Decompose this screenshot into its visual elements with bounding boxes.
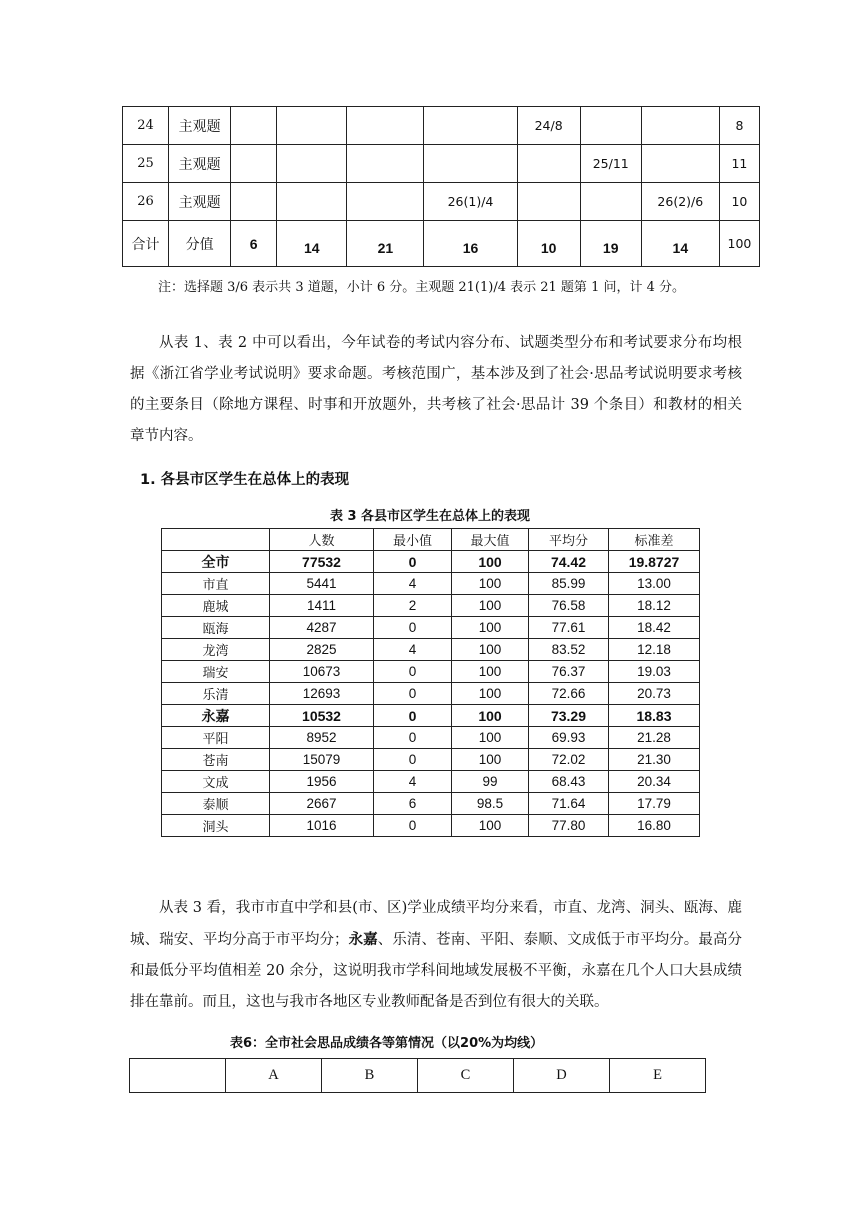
table-cell: 68.43	[529, 771, 609, 793]
column-header	[130, 1059, 226, 1093]
sum-type-cell: 分值	[169, 221, 231, 267]
district-name-cell: 乐清	[162, 683, 270, 705]
table-cell	[277, 183, 347, 221]
table-cell: 10532	[270, 705, 374, 727]
table-cell: 2	[374, 595, 452, 617]
district-name-cell: 鹿城	[162, 595, 270, 617]
question-type-cell: 主观题	[169, 107, 231, 145]
column-header: E	[610, 1059, 706, 1093]
district-name-cell: 龙湾	[162, 639, 270, 661]
table-cell: 26(2)/6	[641, 183, 719, 221]
table-cell: 0	[374, 749, 452, 771]
table-cell: 10673	[270, 661, 374, 683]
paragraph-text-part1: 从表 3 看，我市市直中学和县(市、区)学业成绩平均分来看，市直、龙湾、洞头、瓯海、鹿城、瑞安、平均分高于市平均分；	[130, 900, 742, 948]
table-cell: 100	[452, 573, 529, 595]
table-cell: 14	[277, 221, 347, 267]
district-name-cell: 永嘉	[162, 705, 270, 727]
table-cell: 77532	[270, 551, 374, 573]
table-cell: 26(1)/4	[424, 183, 517, 221]
table-cell: 1016	[270, 815, 374, 837]
section-heading: 1. 各县市区学生在总体上的表现	[140, 472, 350, 488]
table-cell: 4	[374, 639, 452, 661]
question-number-cell: 24	[123, 107, 169, 145]
table-cell: 100	[452, 551, 529, 573]
table-cell: 12.18	[609, 639, 700, 661]
table-row	[123, 107, 760, 145]
table-row	[162, 815, 700, 837]
table-row	[162, 771, 700, 793]
district-name-cell: 平阳	[162, 727, 270, 749]
table-row	[162, 683, 700, 705]
table-cell: 73.29	[529, 705, 609, 727]
table-cell: 76.37	[529, 661, 609, 683]
sum-label-cell: 合计	[123, 221, 169, 267]
table-cell: 85.99	[529, 573, 609, 595]
table-cell: 24/8	[517, 107, 580, 145]
grand-total-cell: 100	[719, 221, 759, 267]
table-cell: 13.00	[609, 573, 700, 595]
table-cell: 100	[452, 705, 529, 727]
table-cell	[580, 183, 641, 221]
question-type-cell: 主观题	[169, 145, 231, 183]
table-cell: 4	[374, 771, 452, 793]
table-cell: 100	[452, 749, 529, 771]
column-header: 人数	[270, 529, 374, 551]
table-row	[162, 661, 700, 683]
table-cell: 6	[231, 221, 277, 267]
table-cell	[231, 145, 277, 183]
table-cell: 77.80	[529, 815, 609, 837]
table-cell	[424, 107, 517, 145]
table-cell: 16	[424, 221, 517, 267]
table-cell	[347, 107, 424, 145]
table-cell: 100	[452, 815, 529, 837]
table-row	[162, 551, 700, 573]
column-header	[162, 529, 270, 551]
column-header: D	[514, 1059, 610, 1093]
table-cell: 71.64	[529, 793, 609, 815]
table-cell: 76.58	[529, 595, 609, 617]
table-cell: 69.93	[529, 727, 609, 749]
table-cell: 5441	[270, 573, 374, 595]
table-cell: 77.61	[529, 617, 609, 639]
table-cell: 0	[374, 661, 452, 683]
table-cell	[231, 183, 277, 221]
column-header: 最小值	[374, 529, 452, 551]
table-cell: 19.03	[609, 661, 700, 683]
district-name-cell: 泰顺	[162, 793, 270, 815]
district-name-cell: 市直	[162, 573, 270, 595]
district-name-cell: 苍南	[162, 749, 270, 771]
table-cell: 100	[452, 595, 529, 617]
table-cell: 12693	[270, 683, 374, 705]
table-cell: 16.80	[609, 815, 700, 837]
table-cell: 21.30	[609, 749, 700, 771]
column-header: A	[226, 1059, 322, 1093]
grade-level-table	[129, 1058, 706, 1093]
table-cell	[347, 183, 424, 221]
column-header: C	[418, 1059, 514, 1093]
header-row	[162, 529, 700, 551]
table-cell: 6	[374, 793, 452, 815]
table-row	[162, 727, 700, 749]
question-number-cell: 25	[123, 145, 169, 183]
district-name-cell: 瑞安	[162, 661, 270, 683]
table-cell: 98.5	[452, 793, 529, 815]
table-cell: 100	[452, 639, 529, 661]
table-cell: 20.34	[609, 771, 700, 793]
table-cell: 99	[452, 771, 529, 793]
table-cell: 0	[374, 727, 452, 749]
table-cell: 18.42	[609, 617, 700, 639]
table-note: 注：选择题 3/6 表示共 3 道题，小计 6 分。主观题 21(1)/4 表示 21 题第 1 问，计 4 分。	[158, 280, 686, 295]
paragraph-text: 从表 1、表 2 中可以看出，今年试卷的考试内容分布、试题类型分布和考试要求分布均根据《浙江省学业考试说明》要求命题。考核范围广，基本涉及到了社会·思品考试说明要求考核的主要条目（除地方课程、时事和开放题外，共考核了社会·思品计 39 个条目）和教材的相关章节内容。	[130, 335, 742, 444]
table-cell: 0	[374, 705, 452, 727]
row-total-cell: 8	[719, 107, 759, 145]
table-cell	[641, 145, 719, 183]
paragraph-bold-text: 永嘉	[348, 931, 378, 948]
table-cell: 100	[452, 661, 529, 683]
table-cell: 0	[374, 617, 452, 639]
table-cell	[424, 145, 517, 183]
table-cell: 21	[347, 221, 424, 267]
table-cell: 4287	[270, 617, 374, 639]
table-cell: 100	[452, 617, 529, 639]
column-header: 标准差	[609, 529, 700, 551]
table-cell: 20.73	[609, 683, 700, 705]
table-cell	[517, 183, 580, 221]
table-cell: 8952	[270, 727, 374, 749]
paragraph-content-analysis	[130, 328, 742, 452]
table-cell	[277, 107, 347, 145]
table-cell: 18.12	[609, 595, 700, 617]
district-name-cell: 瓯海	[162, 617, 270, 639]
table-cell: 21.28	[609, 727, 700, 749]
question-type-cell: 主观题	[169, 183, 231, 221]
table-row	[162, 617, 700, 639]
table-cell	[641, 107, 719, 145]
question-distribution-table	[122, 106, 760, 267]
table-row	[123, 145, 760, 183]
table-cell: 14	[641, 221, 719, 267]
table-cell	[347, 145, 424, 183]
table-row	[162, 595, 700, 617]
paragraph-district-analysis	[130, 893, 742, 1018]
table-row	[123, 183, 760, 221]
column-header: 平均分	[529, 529, 609, 551]
district-name-cell: 全市	[162, 551, 270, 573]
table-cell: 2825	[270, 639, 374, 661]
table-cell: 2667	[270, 793, 374, 815]
table-cell: 4	[374, 573, 452, 595]
table-cell: 25/11	[580, 145, 641, 183]
table-cell: 10	[517, 221, 580, 267]
header-row	[130, 1059, 706, 1093]
table-cell: 100	[452, 727, 529, 749]
table-cell: 19	[580, 221, 641, 267]
table-cell: 83.52	[529, 639, 609, 661]
table-cell: 100	[452, 683, 529, 705]
table-row	[162, 749, 700, 771]
table-cell	[277, 145, 347, 183]
table-cell	[231, 107, 277, 145]
column-header: 最大值	[452, 529, 529, 551]
table-cell: 1411	[270, 595, 374, 617]
table-cell: 19.8727	[609, 551, 700, 573]
table6-caption: 表6：全市社会思品成绩各等第情况（以20%为均线）	[230, 1036, 544, 1051]
district-performance-table	[161, 528, 700, 837]
paragraph-text-part2: 、乐清、苍南、平阳、泰顺、文成低于市平均分。最高分和最低分平均值相差 20 余分，这说明我市学科间地域发展极不平衡，永嘉在几个人口大县成绩排在靠前。而且，这也与我市各地区专业教师配备是否到位有很大的关联。	[130, 932, 743, 1010]
table-cell: 17.79	[609, 793, 700, 815]
table-cell	[517, 145, 580, 183]
column-header: B	[322, 1059, 418, 1093]
table-cell: 72.02	[529, 749, 609, 771]
table-row	[162, 573, 700, 595]
table-cell: 0	[374, 683, 452, 705]
table-cell: 0	[374, 815, 452, 837]
table-cell: 74.42	[529, 551, 609, 573]
table-row	[162, 639, 700, 661]
table-row	[162, 705, 700, 727]
question-number-cell: 26	[123, 183, 169, 221]
table3-caption: 表 3 各县市区学生在总体上的表现	[329, 509, 531, 524]
sum-row	[123, 221, 760, 267]
district-name-cell: 洞头	[162, 815, 270, 837]
table-cell: 15079	[270, 749, 374, 771]
district-name-cell: 文成	[162, 771, 270, 793]
table-cell: 72.66	[529, 683, 609, 705]
table-cell	[580, 107, 641, 145]
table-cell: 1956	[270, 771, 374, 793]
table-cell: 18.83	[609, 705, 700, 727]
row-total-cell: 10	[719, 183, 759, 221]
table-cell: 0	[374, 551, 452, 573]
row-total-cell: 11	[719, 145, 759, 183]
table-row	[162, 793, 700, 815]
